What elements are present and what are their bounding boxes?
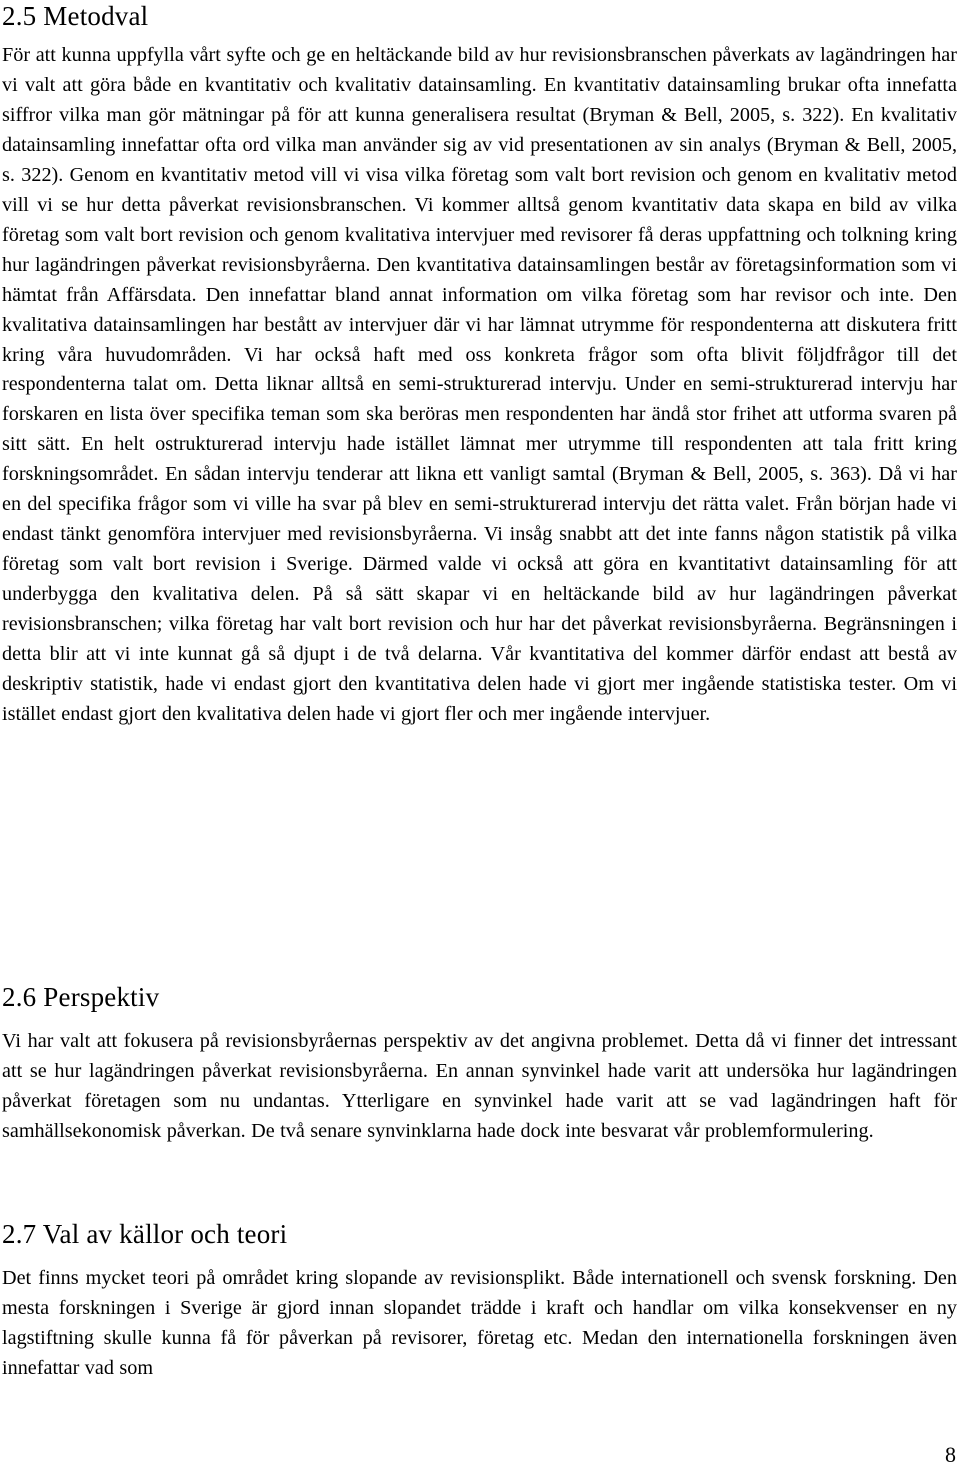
section-heading: 2.6 Perspektiv: [2, 982, 160, 1012]
section-body: Vi har valt att fokusera på revisionsbyråernas perspektiv av det angivna problemet. Detta då vi finner det intressant att se hur lagändringen påverkat revisionsbyråerna. En annan synvinkel hade varit att undersöka hur lagändringen påverkat företagen som nu undantas. Ytterligare en synvinkel hade varit att se vad lagändringen haft för samhällsekonomisk påverkan. De två senare synvinklarna hade dock inte besvarat vår problemformulering.: [2, 1030, 957, 1142]
section-val-av-kallor: [2, 1218, 957, 1398]
section-body: För att kunna uppfylla vårt syfte och ge en heltäckande bild av hur revisionsbranschen påverkats av lagändringen har vi valt att göra både en kvantitativ och kvalitativ datainsamling. En kvantitativ datainsamling brukar ofta innefatta siffror vilka man gör mätningar på för att kunna generalisera resultat (Bryman & Bell, 2005, s. 322). En kvalitativ datainsamling innefattar ofta ord vilka man använder sig av vid presentationen av sin analys (Bryman & Bell, 2005, s. 322). Genom en kvantitativ metod vill vi visa vilka företag som valt bort revision och genom en kvalitativ metod vill vi se hur detta påverkat revisionsbranschen. Vi kommer alltså genom kvantitativ data skapa en bild av vilka företag som valt bort revision och genom kvalitativa intervjuer med revisorer få deras uppfattning och tolkning kring hur lagändringen påverkat revisionsbyråerna. Den kvantitativa datainsamlingen består av företagsinformation som vi hämtat från Affärsdata. Den innefattar bland annat information om vilka företag som har revisor och inte. Den kvalitativa datainsamlingen har bestått av intervjuer där vi har lämnat utrymme för respondenterna att diskutera fritt kring våra huvudområden. Vi har också haft med oss konkreta frågor som ofta blivit följdfrågor till det respondenterna talat om. Detta liknar alltså en semi-strukturerad intervju. Under en semi-strukturerad intervju har forskaren en lista över specifika teman som ska beröras men respondenten har ändå stor frihet att utforma svaren på sitt sätt. En helt ostrukturerad intervju hade istället lämnat mer utrymme till respondenten att tala fritt kring forskningsområdet. En sådan intervju tenderar att likna ett vanligt samtal (Bryman & Bell, 2005, s. 363). Då vi har en del specifika frågor som vi ville ha svar på blev en semi-strukturerad intervju det rätta valet. Från början hade vi endast tänkt genomföra intervjuer med revisionsbyråerna. Vi insåg snabbt att det inte fanns någon statistik på vilka företag som valt bort revision i Sverige. Därmed valde vi också att göra en kvantitativt datainsamling för att underbygga den kvalitativa delen. På så sätt skapar vi en heltäckande bild av hur lagändringen påverkat revisionsbranschen; vilka företag har valt bort revision och hur har det påverkat revisionsbyråerna. Begränsningen i detta blir att vi inte kunnat gå så djupt i de två delarna. Vår kvantitativa del kommer därför endast att bestå av deskriptiv statistik, hade vi endast gjort den kvantitativa delen hade vi gjort mer ingående statistiska tester. Om vi istället endast gjort den kvalitativa delen hade vi gjort fler och mer ingående intervjuer.: [2, 44, 957, 725]
section-heading: 2.5 Metodval: [2, 1, 149, 31]
section-heading: 2.7 Val av källor och teori: [2, 1219, 288, 1249]
page-number: 8: [945, 1442, 956, 1467]
section-perspektiv: [2, 981, 957, 1181]
section-metodval: [2, 0, 957, 950]
section-body: Det finns mycket teori på området kring slopande av revisionsplikt. Både internationell och svensk forskning. Den mesta forskningen i Sverige är gjord innan slopandet trädde i kraft och handlar om vilka konsekvenser en ny lagstiftning skulle kunna få för påverkan på revisorer, företag etc. Medan den internationella forskningen även innefattar vad som: [2, 1267, 957, 1379]
